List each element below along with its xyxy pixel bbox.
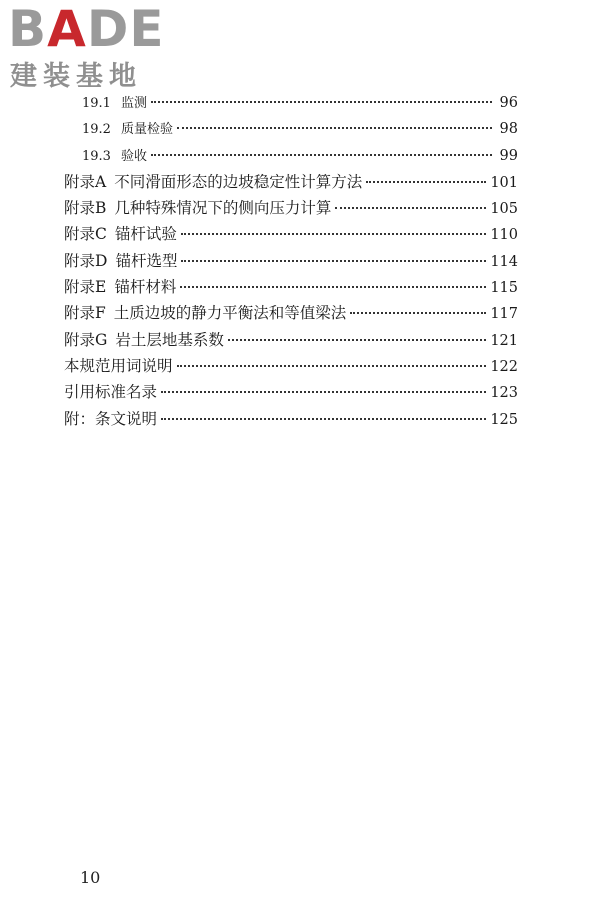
toc-entry-title: 监测 (120, 96, 147, 111)
toc-entry-number: 附录E (64, 278, 107, 297)
toc-entry-number: 附录B (64, 199, 107, 218)
logo-subtitle: 建装基地 (10, 61, 142, 92)
toc-entry[interactable] (64, 274, 518, 300)
toc-entry-title: 锚杆试验 (114, 225, 177, 244)
toc-dot-leader (177, 365, 487, 367)
toc-entry-page: 123 (490, 385, 518, 402)
toc-entry-page: 122 (490, 358, 518, 375)
toc-entry-number: 19.3 (82, 148, 111, 164)
toc-entry[interactable] (64, 353, 518, 379)
toc-entry-title: 验收 (120, 148, 147, 164)
toc-dot-leader (181, 233, 486, 235)
toc-entry-title: 几种特殊情况下的侧向压力计算 (114, 199, 332, 218)
toc-entry[interactable] (64, 90, 518, 116)
toc-entry-page: 105 (490, 201, 518, 218)
toc-entry[interactable] (64, 116, 518, 142)
toc-entry-page: 110 (490, 227, 518, 244)
toc-entry[interactable] (64, 379, 518, 405)
toc-entry-title: 引用标准名录 (64, 383, 158, 402)
toc-entry-page: 101 (490, 174, 518, 191)
toc-entry-page: 115 (490, 280, 518, 297)
toc-entry[interactable] (64, 143, 518, 169)
toc-entry-page: 99 (499, 147, 518, 164)
toc-entry-page: 98 (499, 121, 518, 138)
toc-entry-title: 质量检验 (120, 122, 173, 138)
toc-dot-leader (180, 286, 486, 288)
toc-entry-page: 121 (490, 332, 518, 349)
logo-brand-accent: A (47, 0, 87, 58)
toc-dot-leader (181, 260, 486, 262)
toc-entry-page: 125 (490, 411, 518, 428)
toc-entry[interactable] (64, 248, 518, 274)
toc-entry-number: 附录G (64, 330, 108, 349)
toc-entry-number: 19.2 (82, 122, 111, 138)
toc-entry-page: 96 (499, 95, 518, 111)
toc-entry[interactable] (64, 169, 518, 195)
toc-entry-number: 附录C (64, 225, 107, 244)
page-number: 10 (80, 868, 101, 887)
toc-entry-title: 附：条文说明 (64, 409, 158, 428)
toc-entry-title: 不同滑面形态的边坡稳定性计算方法 (114, 172, 363, 191)
toc-dot-leader (161, 418, 486, 420)
toc-entry-title: 锚杆材料 (114, 278, 177, 297)
toc-dot-leader (151, 101, 492, 103)
watermark-logo (8, 0, 178, 96)
table-of-contents (64, 90, 518, 432)
toc-entry[interactable] (64, 195, 518, 221)
logo-brand-pre: B (8, 0, 48, 58)
toc-entry-number: 附录D (64, 251, 108, 270)
toc-dot-leader (177, 127, 492, 129)
toc-dot-leader (161, 391, 486, 393)
toc-dot-leader (366, 181, 486, 183)
toc-entry-title: 土质边坡的静力平衡法和等值梁法 (113, 304, 347, 323)
toc-entry[interactable] (64, 221, 518, 247)
toc-entry-number: 附录A (64, 172, 107, 191)
toc-dot-leader (228, 339, 486, 341)
toc-entry-number: 附录F (64, 304, 106, 323)
toc-entry[interactable] (64, 327, 518, 353)
toc-entry-page: 117 (490, 306, 518, 323)
toc-entry[interactable] (64, 406, 518, 432)
toc-dot-leader (151, 154, 492, 156)
toc-entry-page: 114 (490, 253, 518, 270)
toc-entry-number: 19.1 (82, 96, 111, 111)
logo-brand (8, 0, 165, 58)
toc-dot-leader (350, 312, 486, 314)
toc-dot-leader (335, 207, 486, 209)
toc-entry-title: 岩土层地基系数 (115, 330, 224, 349)
toc-entry[interactable] (64, 300, 518, 326)
toc-entry-title: 锚杆选型 (115, 251, 178, 270)
toc-entry-title: 本规范用词说明 (64, 356, 173, 375)
logo-brand-post: DE (86, 0, 165, 58)
